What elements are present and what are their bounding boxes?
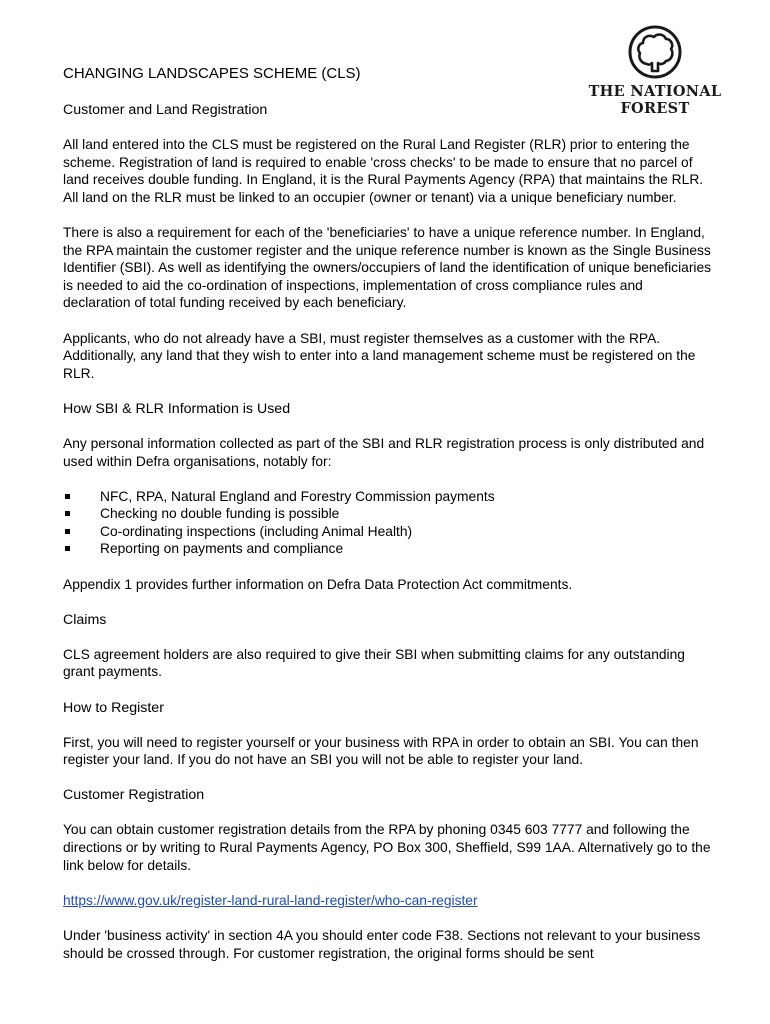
bullet-list <box>63 488 713 558</box>
heading-customer-land-registration: Customer and Land Registration <box>63 102 268 118</box>
document-body <box>63 64 713 980</box>
heading-how-to-register: How to Register <box>63 699 164 716</box>
paragraph: There is also a requirement for each of the 'beneficiaries' to have a unique reference number. In England, the RPA maintain the customer register and the unique reference number is known as the Single Business Identifier (SBI). As well as identifying the owners/occupiers of land the identification of unique beneficiaries is needed to aid the co-ordination of inspections, implementation of cross compliance rules and declaration of total funding received by each beneficiary. <box>63 224 712 311</box>
list-item: Co-ordinating inspections (including Animal Health) <box>63 523 713 541</box>
logo-line-1: THE NATIONAL <box>588 83 722 100</box>
heading-how-sbi-rlr-used: How SBI & RLR Information is Used <box>63 400 291 417</box>
gov-uk-register-link[interactable]: https://www.gov.uk/register-land-rural-land-register/who-can-register <box>63 892 478 908</box>
paragraph: Applicants, who do not already have a SBI, must register themselves as a customer with the RPA. Additionally, any land that they wish to enter into a land management scheme must be registered on the RLR. <box>63 330 696 381</box>
logo-line-2: FOREST <box>620 100 690 117</box>
paragraph: Under 'business activity' in section 4A you should enter code F38. Sections not relevant to your business should be crossed through. For customer registration, the original forms should be sent <box>63 927 701 961</box>
paragraph: Appendix 1 provides further information on Defra Data Protection Act commitments. <box>63 576 573 592</box>
heading-customer-registration: Customer Registration <box>63 787 205 804</box>
paragraph: You can obtain customer registration details from the RPA by phoning 0345 603 7777 and following the directions or by writing to Rural Payments Agency, PO Box 300, Sheffield, S99 1AA. Alternatively go to the link below for details. <box>63 822 711 873</box>
paragraph: Any personal information collected as part of the SBI and RLR registration process is only distributed and used within Defra organisations, notably for: <box>63 435 705 469</box>
list-item: NFC, RPA, Natural England and Forestry Commission payments <box>63 488 713 506</box>
paragraph: First, you will need to register yourself or your business with RPA in order to obtain an SBI. You can then register your land. If you do not have an SBI you will not be able to register your land. <box>63 734 699 768</box>
paragraph: CLS agreement holders are also required to give their SBI when submitting claims for any outstanding grant payments. <box>63 646 685 680</box>
list-item: Reporting on payments and compliance <box>63 540 713 558</box>
list-item: Checking no double funding is possible <box>63 505 713 523</box>
page-title: CHANGING LANDSCAPES SCHEME (CLS) <box>63 65 361 82</box>
link-paragraph <box>63 892 713 910</box>
paragraph: All land entered into the CLS must be registered on the Rural Land Register (RLR) prior to entering the scheme. Registration of land is required to enable 'cross checks' to be made to ensure that no parcel of land receives double funding. In England, it is the Rural Payments Agency (RPA) that maintains the RLR. All land on the RLR must be linked to an occupier (owner or tenant) via a unique beneficiary number. <box>63 137 704 205</box>
heading-claims: Claims <box>63 611 107 628</box>
